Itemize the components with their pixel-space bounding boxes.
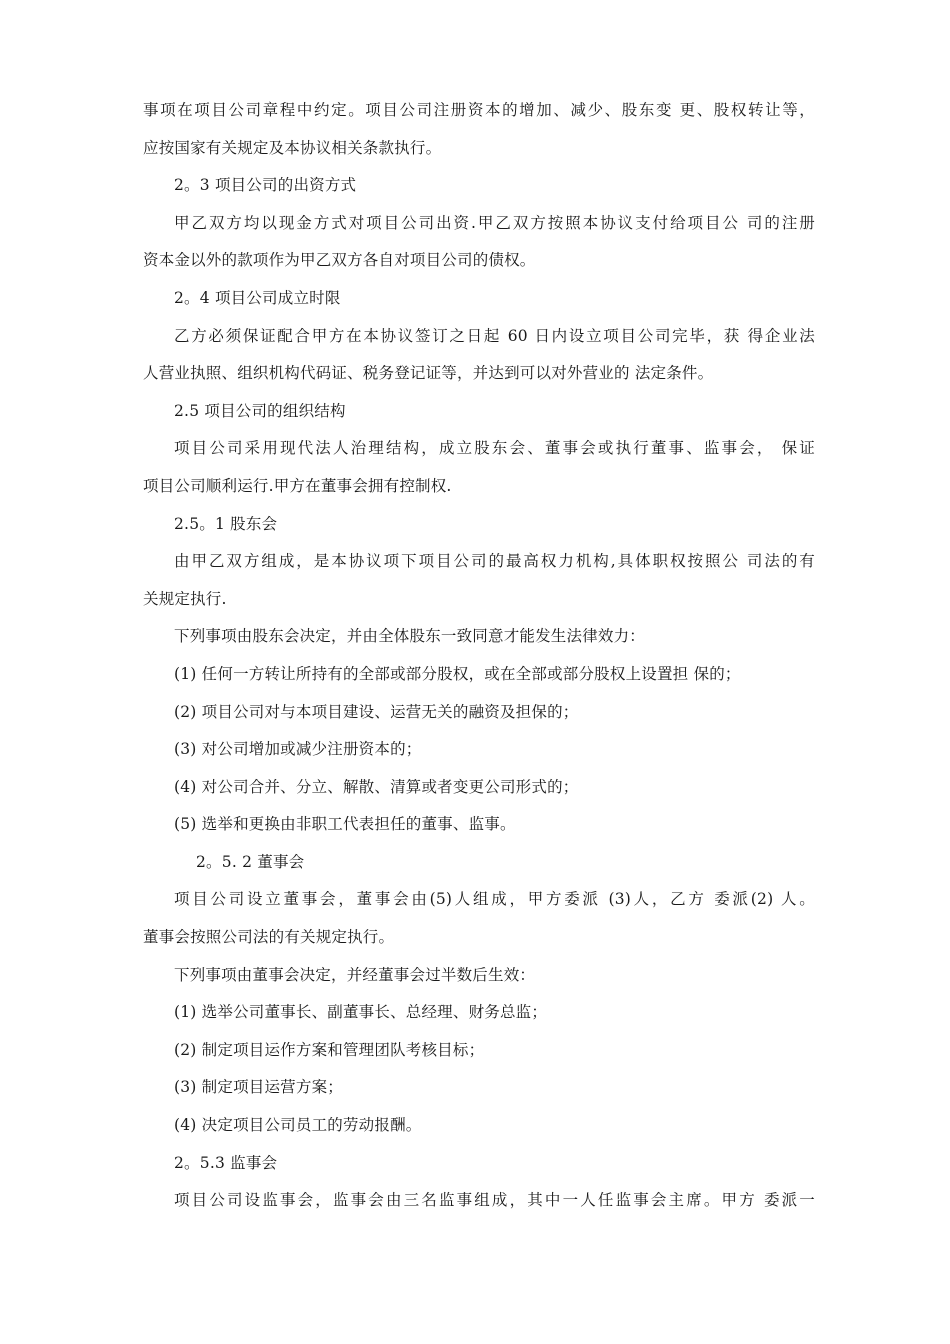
paragraph-line: 董事会按照公司法的有关规定执行。 xyxy=(143,928,395,947)
document-page xyxy=(143,92,815,1220)
paragraph-line: 乙方必须保证配合甲方在本协议签订之日起 60 日内设立项目公司完毕，获 得企业法 xyxy=(174,326,815,345)
paragraph-line: 事项在项目公司章程中约定。项目公司注册资本的增加、减少、股东变 更、股权转让等， xyxy=(143,101,815,119)
list-item: (3) 制定项目运营方案； xyxy=(174,1078,343,1097)
paragraph-line: 关规定执行. xyxy=(143,589,227,608)
list-item: (1) 选举公司董事长、副董事长、总经理、财务总监； xyxy=(174,1003,548,1022)
paragraph-line: 应按国家有关规定及本协议相关条款执行。 xyxy=(143,138,442,157)
section-heading: 2。5. 2 董事会 xyxy=(196,852,305,871)
list-item: (4) 对公司合并、分立、解散、清算或者变更公司形式的； xyxy=(174,777,579,796)
list-item: (2) 项目公司对与本项目建设、运营无关的融资及担保的； xyxy=(174,702,579,721)
paragraph-line: 项目公司设立董事会，董事会由(5)人组成，甲方委派 (3)人，乙方 委派(2) 人。 xyxy=(174,890,815,909)
section-heading: 2。4 项目公司成立时限 xyxy=(174,288,341,307)
paragraph-line: 资本金以外的款项作为甲乙双方各自对项目公司的债权。 xyxy=(143,251,536,270)
paragraph-line: 项目公司设监事会，监事会由三名监事组成，其中一人任监事会主席。甲方 委派一 xyxy=(174,1191,815,1210)
paragraph-line: 甲乙双方均以现金方式对项目公司出资.甲乙双方按照本协议支付给项目公 司的注册 xyxy=(174,213,815,232)
paragraph-line: 由甲乙双方组成，是本协议项下项目公司的最高权力机构,具体职权按照公 司法的有 xyxy=(174,552,815,571)
list-item: (1) 任何一方转让所持有的全部或部分股权，或在全部或部分股权上设置担 保的； xyxy=(174,664,741,683)
paragraph-line: 下列事项由股东会决定，并由全体股东一致同意才能发生法律效力： xyxy=(174,627,646,646)
paragraph-line: 下列事项由董事会决定，并经董事会过半数后生效： xyxy=(174,965,536,984)
section-heading: 2。5.3 监事会 xyxy=(174,1153,278,1172)
paragraph-line: 人营业执照、组织机构代码证、税务登记证等，并达到可以对外营业的 法定条件。 xyxy=(143,364,714,383)
section-heading: 2.5。1 股东会 xyxy=(174,514,278,533)
paragraph-line: 项目公司采用现代法人治理结构，成立股东会、董事会或执行董事、监事会， 保证 xyxy=(174,439,815,458)
section-heading: 2.5 项目公司的组织结构 xyxy=(174,401,346,420)
list-item: (5) 选举和更换由非职工代表担任的董事、监事。 xyxy=(174,815,516,834)
paragraph-line: 项目公司顺利运行.甲方在董事会拥有控制权. xyxy=(143,476,452,495)
section-heading: 2。3 项目公司的出资方式 xyxy=(174,176,357,195)
list-item: (3) 对公司增加或减少注册资本的； xyxy=(174,740,422,759)
list-item: (4) 决定项目公司员工的劳动报酬。 xyxy=(174,1116,422,1135)
list-item: (2) 制定项目运作方案和管理团队考核目标； xyxy=(174,1040,485,1059)
